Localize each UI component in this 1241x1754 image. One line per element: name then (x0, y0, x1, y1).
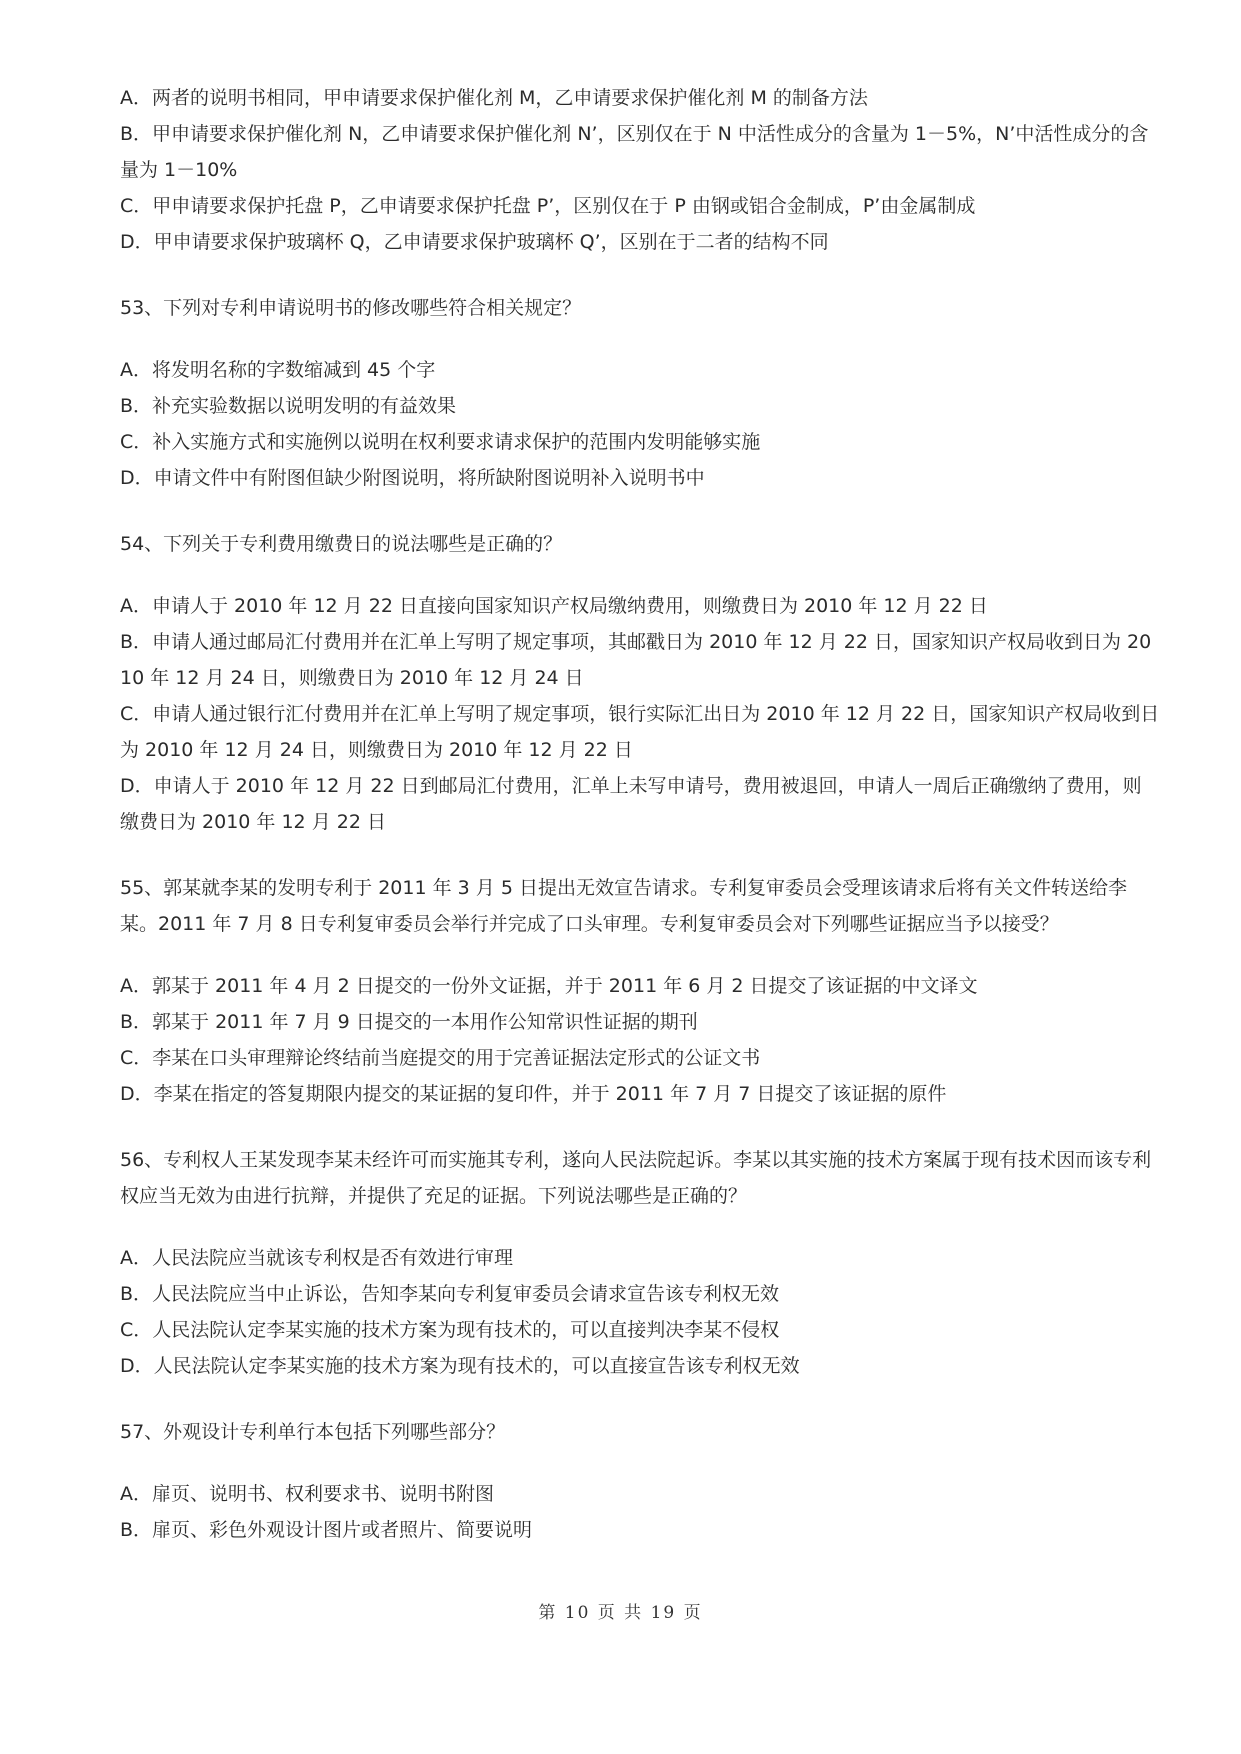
question-stem: 53、下列对专利申请说明书的修改哪些符合相关规定？ (120, 297, 582, 319)
option-c: C．人民法院认定李某实施的技术方案为现有技术的，可以直接判决李某不侵权 (120, 1319, 780, 1341)
option-d: D．李某在指定的答复期限内提交的某证据的复印件，并于 2011 年 7 月 7 日提交了该证据的原件 (120, 1083, 947, 1105)
question-stem: 57、外观设计专利单行本包括下列哪些部分？ (120, 1421, 506, 1443)
q52-options (120, 80, 1160, 260)
q52-option-a: A．两者的说明书相同，甲申请要求保护催化剂 M，乙申请要求保护催化剂 M 的制备方法 (120, 87, 868, 109)
document-body (120, 80, 1160, 1548)
question-56 (120, 1142, 1160, 1384)
option-c: C．李某在口头审理辩论终结前当庭提交的用于完善证据法定形式的公证文书 (120, 1047, 761, 1069)
q52-option-b: B．甲申请要求保护催化剂 N，乙申请要求保护催化剂 N’，区别仅在于 N 中活性成分的含量为 1－5%，N’中活性成分的含量为 1－10% (120, 123, 1149, 181)
option-c: C．申请人通过银行汇付费用并在汇单上写明了规定事项，银行实际汇出日为 2010 年 12 月 22 日，国家知识产权局收到日为 2010 年 12 月 24 日，则缴费日为 2010 年 12 月 22 日 (120, 703, 1160, 761)
option-a: A．将发明名称的字数缩减到 45 个字 (120, 359, 436, 381)
page-footer: 第 10 页 共 19 页 (538, 1603, 703, 1623)
option-c: C．补入实施方式和实施例以说明在权利要求请求保护的范围内发明能够实施 (120, 431, 761, 453)
question-53 (120, 290, 1160, 496)
option-b: B．扉页、彩色外观设计图片或者照片、简要说明 (120, 1519, 533, 1541)
option-a: A．郭某于 2011 年 4 月 2 日提交的一份外文证据，并于 2011 年 6 月 2 日提交了该证据的中文译文 (120, 975, 978, 997)
option-b: B．补充实验数据以说明发明的有益效果 (120, 395, 457, 417)
option-d: D．人民法院认定李某实施的技术方案为现有技术的，可以直接宣告该专利权无效 (120, 1355, 800, 1377)
option-a: A．人民法院应当就该专利权是否有效进行审理 (120, 1247, 513, 1269)
question-stem: 55、郭某就李某的发明专利于 2011 年 3 月 5 日提出无效宣告请求。专利复审委员会受理该请求后将有关文件转送给李某。2011 年 7 月 8 日专利复审委员会举行并完成了口头审理。专利复审委员会对下列哪些证据应当予以接受？ (120, 877, 1127, 935)
question-stem: 54、下列关于专利费用缴费日的说法哪些是正确的？ (120, 533, 563, 555)
option-b: B．郭某于 2011 年 7 月 9 日提交的一本用作公知常识性证据的期刊 (120, 1011, 698, 1033)
option-b: B．申请人通过邮局汇付费用并在汇单上写明了规定事项，其邮戳日为 2010 年 12 月 22 日，国家知识产权局收到日为 2010 年 12 月 24 日，则缴费日为 2010 年 12 月 24 日 (120, 631, 1152, 689)
option-d: D．申请文件中有附图但缺少附图说明，将所缺附图说明补入说明书中 (120, 467, 705, 489)
q52-option-d: D．甲申请要求保护玻璃杯 Q，乙申请要求保护玻璃杯 Q’，区别在于二者的结构不同 (120, 231, 829, 253)
q52-option-c: C．甲申请要求保护托盘 P，乙申请要求保护托盘 P’，区别仅在于 P 由钢或铝合金制成，P’由金属制成 (120, 195, 976, 217)
question-54 (120, 526, 1160, 840)
option-a: A．申请人于 2010 年 12 月 22 日直接向国家知识产权局缴纳费用，则缴费日为 2010 年 12 月 22 日 (120, 595, 988, 617)
option-d: D．申请人于 2010 年 12 月 22 日到邮局汇付费用，汇单上未写申请号，费用被退回，申请人一周后正确缴纳了费用，则缴费日为 2010 年 12 月 22 日 (120, 775, 1142, 833)
option-b: B．人民法院应当中止诉讼，告知李某向专利复审委员会请求宣告该专利权无效 (120, 1283, 780, 1305)
question-55 (120, 870, 1160, 1112)
question-stem: 56、专利权人王某发现李某未经许可而实施其专利，遂向人民法院起诉。李某以其实施的技术方案属于现有技术因而该专利权应当无效为由进行抗辩，并提供了充足的证据。下列说法哪些是正确的？ (120, 1149, 1152, 1207)
option-a: A．扉页、说明书、权利要求书、说明书附图 (120, 1483, 494, 1505)
question-57 (120, 1414, 1160, 1548)
